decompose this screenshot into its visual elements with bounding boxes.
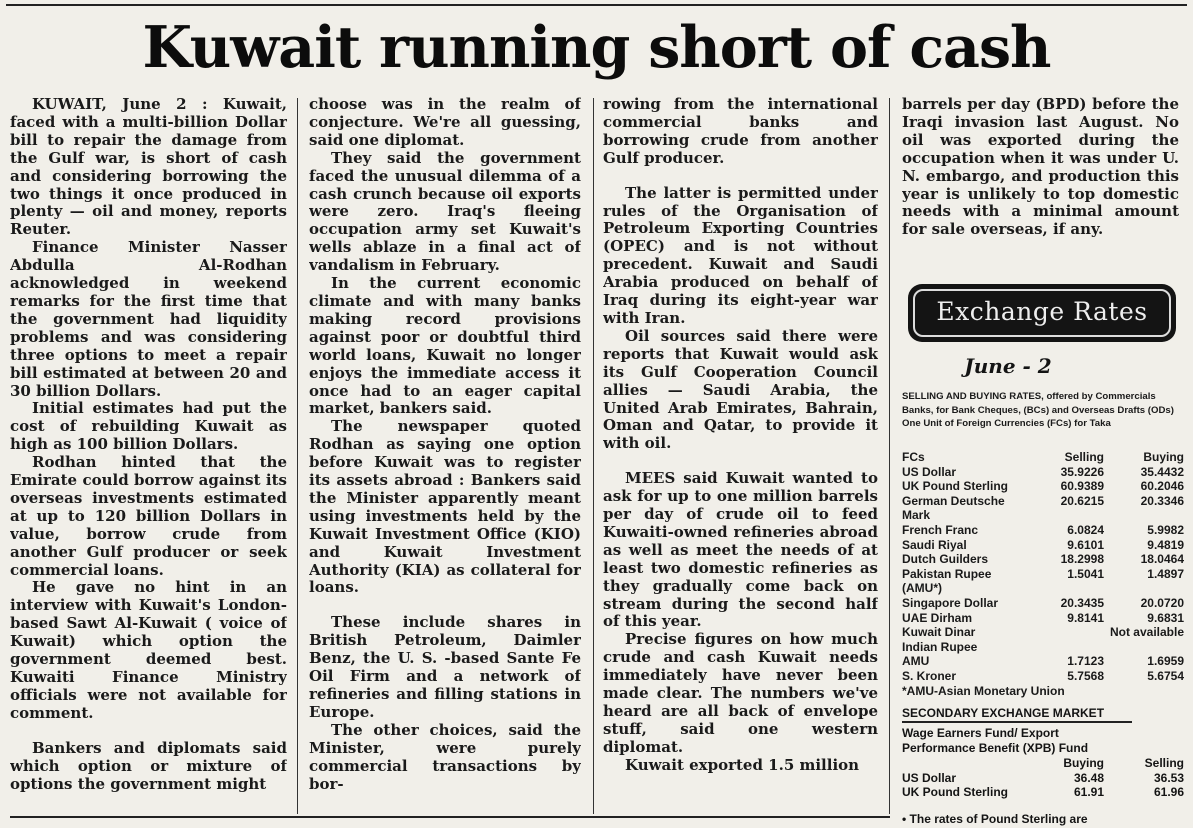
table-header-cell: Buying	[1143, 450, 1184, 464]
buying-rate: 60.2046	[1140, 479, 1184, 494]
selling-rate: 36.53	[1153, 770, 1184, 785]
table-row	[902, 785, 1184, 800]
currency-name: AMU	[902, 654, 930, 669]
article-paragraph: The newspaper quoted Rodhan as saying one option before Kuwait was to register its assets abroad : Bankers said the Minister apparently meant using investments held by the Kuwait Investment Office (KIO) and Kuwait Investment Authority (KIA) as collateral for loans.	[309, 417, 581, 597]
table-header-cell: FCs	[902, 450, 925, 464]
currency-name: S. Kroner	[902, 668, 957, 683]
column-divider	[889, 98, 890, 814]
article-paragraph: rowing from the international commercial banks and borrowing crude from another Gulf producer.	[603, 96, 878, 167]
column-divider	[297, 98, 298, 814]
table-header-cell	[902, 756, 1032, 771]
secondary-market-table	[902, 756, 1184, 800]
article-paragraph: choose was in the realm of conjecture. We're all guessing, said one diplomat.	[309, 96, 581, 149]
currency-name: Kuwait Dinar	[902, 625, 976, 640]
currency-name: Saudi Riyal	[902, 537, 967, 552]
exchange-rates-title: Exchange Rates	[913, 289, 1171, 337]
table-header-cell: Selling	[1144, 756, 1184, 770]
table-row	[902, 684, 1184, 699]
article-paragraph: He gave no hint in an interview with Kuwait's London-based Sawt Al-Kuwait ( voice of Kuwait) which option the government deemed best. Kuwaiti Finance Ministry officials were not available for comment.	[10, 578, 287, 722]
exchange-rates-banner	[908, 284, 1176, 342]
selling-rate	[1032, 625, 1104, 640]
table-row	[902, 538, 1184, 553]
selling-rate: 9.8141	[1067, 610, 1104, 625]
buying-rate	[1104, 640, 1184, 655]
article-paragraph: MEES said Kuwait wanted to ask for up to one million barrels per day of crude oil to feed Kuwaiti-owned refineries abroad as well as meet the needs of at least two domestic refineries as they gradually come back on stream during the second half of this year.	[603, 469, 878, 631]
selling-rate: 6.0824	[1067, 522, 1104, 537]
currency-name: US Dollar	[902, 464, 957, 479]
buying-rate: 18.0464	[1140, 552, 1184, 567]
buying-rate: 35.4432	[1140, 464, 1184, 479]
exchange-note-line: SELLING AND BUYING RATES, offered by Commercials Banks, for Bank Cheques, (BCs) and Overseas Drafts (ODs)	[902, 391, 1174, 416]
table-header-cell: Buying	[1063, 756, 1104, 770]
amu-note: *AMU-Asian Monetary Union	[902, 683, 1065, 698]
article-column-2	[309, 96, 581, 816]
selling-rate: 1.7123	[1067, 654, 1104, 669]
table-row	[902, 771, 1184, 786]
article-paragraph: barrels per day (BPD) before the Iraqi invasion last August. No oil was exported during the occupation when it was under U. N. embargo, and production this year is unlikely to top domestic needs with a minimal amount for sale overseas, if any.	[902, 96, 1179, 239]
exchange-rates-table	[902, 450, 1184, 698]
selling-rate: 18.2998	[1060, 552, 1104, 567]
selling-rate: 35.9226	[1060, 464, 1104, 479]
currency-name: Pakistan Rupee (AMU*)	[902, 566, 992, 596]
exchange-note	[902, 390, 1180, 431]
currency-name: Dutch Guilders	[902, 552, 989, 567]
table-row	[902, 669, 1184, 684]
article-paragraph: Initial estimates had put the cost of rebuilding Kuwait as high as 100 billion Dollars.	[10, 399, 287, 454]
article-paragraph: In the current economic climate and with many banks making record provisions against poor or doubtful third world loans, Kuwait no longer enjoys the immediate access it once had to an eager capital market, bankers said.	[309, 274, 581, 418]
currency-name: UK Pound Sterling	[902, 785, 1008, 800]
table-header-cell: Selling	[1064, 450, 1104, 464]
currency-name: UAE Dirham	[902, 610, 973, 625]
table-row	[902, 596, 1184, 611]
article-column-1	[10, 96, 287, 816]
exchange-note-line: One Unit of Foreign Currencies (FCs) for Taka	[902, 418, 1111, 429]
article-paragraph: Bankers and diplomats said which option or mixture of options the government might	[10, 738, 287, 793]
buying-rate: 1.6959	[1147, 654, 1184, 669]
buying-rate: Not available	[1109, 625, 1184, 640]
table-header-row	[902, 756, 1184, 771]
exchange-date: June - 2	[964, 354, 1052, 378]
table-row	[902, 567, 1184, 596]
table-row	[902, 611, 1184, 626]
currency-name: US Dollar	[902, 770, 957, 785]
selling-rate: 1.5041	[1067, 566, 1104, 581]
article-paragraph: They said the government faced the unusual dilemma of a cash crunch because oil exports were zero. Iraq's fleeing occupation army set Kuwait's wells ablaze in a final act of vandalism in February.	[309, 148, 581, 275]
table-row	[902, 494, 1184, 523]
headline: Kuwait running short of cash	[142, 14, 1051, 81]
table-row	[902, 479, 1184, 494]
table-row	[902, 654, 1184, 669]
article-column-4	[902, 96, 1179, 276]
selling-rate: 61.96	[1153, 785, 1184, 800]
buying-rate: 20.0720	[1140, 595, 1184, 610]
article-paragraph: KUWAIT, June 2 : Kuwait, faced with a multi-billion Dollar bill to repair the damage from the Gulf war, is short of cash and considering borrowing the two things it once produced in plenty — oil and money, reports Reuter.	[10, 96, 287, 239]
article-paragraph: Rodhan hinted that the Emirate could borrow against its overseas investments estimated at up to 120 billion Dollars in value, borrow crude from another Gulf producer or seek commercial loans.	[10, 453, 287, 579]
table-row	[902, 625, 1184, 640]
article-paragraph: Finance Minister Nasser Abdulla Al-Rodhan acknowledged in weekend remarks for the first time that the government had liquidity problems and was considering three options to meet a repair bill estimated at between 20 and 30 billion Dollars.	[10, 238, 287, 400]
secondary-market-title: SECONDARY EXCHANGE MARKET	[902, 706, 1132, 723]
selling-rate: 9.6101	[1067, 537, 1104, 552]
article-paragraph: The other choices, said the Minister, were purely commercial transactions by bor-	[309, 720, 581, 793]
buying-rate: 5.9982	[1147, 522, 1184, 537]
buying-rate: 5.6754	[1147, 668, 1184, 683]
currency-name: French Franc	[902, 522, 979, 537]
table-row	[902, 640, 1184, 655]
table-row	[902, 523, 1184, 538]
secondary-sub-line: Wage Earners Fund/ Export	[902, 726, 1059, 740]
buying-rate: 1.4897	[1147, 566, 1184, 581]
selling-rate: 5.7568	[1067, 668, 1104, 683]
buying-rate: 36.48	[1073, 770, 1104, 785]
secondary-market-subtitle	[902, 726, 1182, 756]
article-paragraph: Kuwait exported 1.5 million	[625, 755, 860, 774]
article-paragraph: The latter is permitted under rules of the Organisation of Petroleum Exporting Countries (OPEC) and is not without precedent. Kuwait and Saudi Arabia produced on behalf of Iraq during its eight-year war with Iran.	[603, 183, 878, 327]
currency-name: UK Pound Sterling	[902, 479, 1008, 494]
selling-rate: 60.9389	[1060, 479, 1104, 494]
bottom-rule	[10, 816, 890, 818]
table-row	[902, 552, 1184, 567]
table-row	[902, 465, 1184, 480]
buying-rate: 61.91	[1073, 785, 1104, 800]
selling-rate: 20.3435	[1060, 595, 1104, 610]
currency-name: German Deutsche Mark	[902, 493, 1005, 523]
buying-rate: 9.4819	[1147, 537, 1184, 552]
table-header-row	[902, 450, 1184, 465]
article-paragraph: Oil sources said there were reports that Kuwait would ask its Gulf Cooperation Council allies — Saudi Arabia, the United Arab Emirates, Bahrain, Oman and Qatar, to provide it with oil.	[603, 326, 878, 453]
article-paragraph: Precise figures on how much crude and cash Kuwait needs immediately have never been made clear. The numbers we've heard are all back of envelope stuff, said one western diplomat.	[603, 630, 878, 756]
secondary-sub-line: Performance Benefit (XPB) Fund	[902, 741, 1089, 755]
exchange-footnote: • The rates of Pound Sterling are	[902, 812, 1088, 826]
selling-rate: 20.6215	[1060, 493, 1104, 508]
currency-name: Indian Rupee	[902, 639, 978, 654]
currency-name: Singapore Dollar	[902, 595, 999, 610]
selling-rate	[1032, 640, 1104, 655]
article-paragraph: These include shares in British Petroleum, Daimler Benz, the U. S. -based Sante Fe Oil Firm and a network of refineries and filling stations in Europe.	[309, 613, 581, 721]
article-column-3	[603, 96, 878, 816]
column-divider	[593, 98, 594, 814]
buying-rate: 9.6831	[1147, 610, 1184, 625]
buying-rate: 20.3346	[1140, 493, 1184, 508]
